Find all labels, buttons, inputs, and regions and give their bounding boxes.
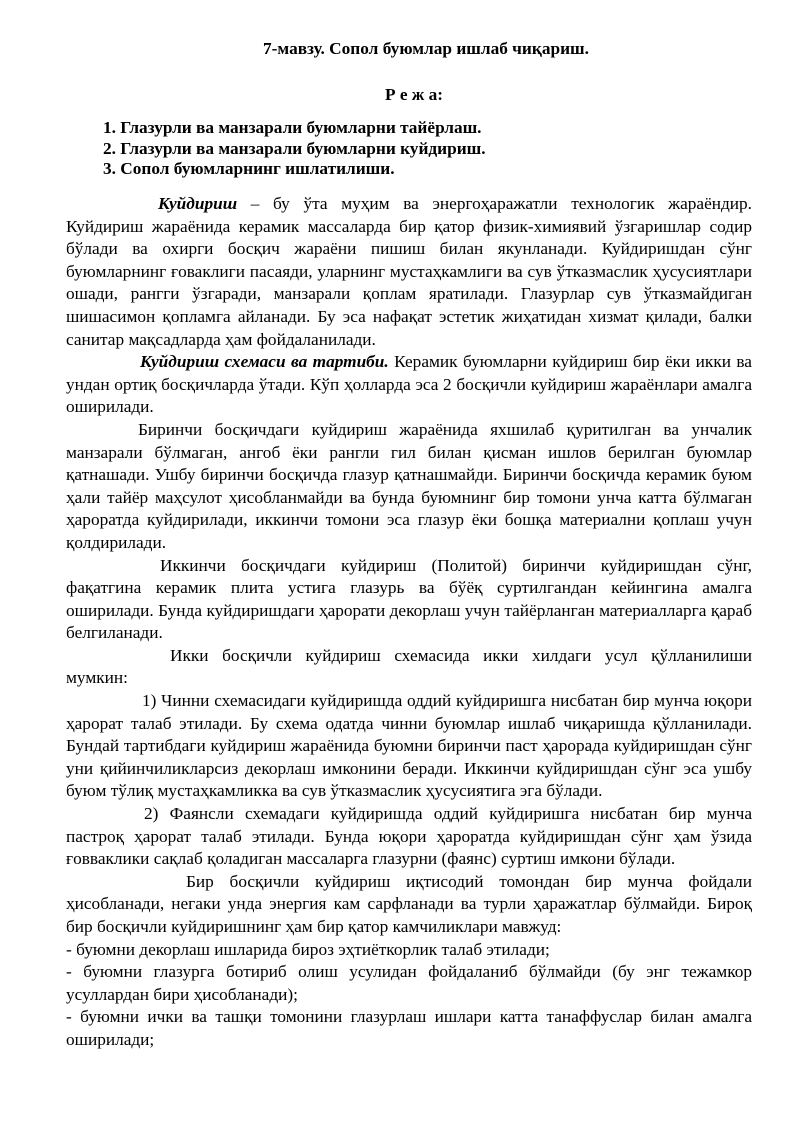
paragraph-porcelain-scheme: 1) Чинни схемасидаги куйдиришда оддий куйдиришга нисбатан бир мунча юқори ҳарорат талаб этилади. Бу схема одатда чинни буюмлар ишлаб чиқаришда қўлланилади. Бундай тартибдаги куйдириш жараёнида буюмни биринчи паст ҳарорада куйдиришдан сўнг уни қийинчиликларсиз декорлаш имконини беради. Иккинчи куйдиришдан сўнг эса ушбу буюм тўлиқ мустаҳкамликка ва сув ўтказмаслик ҳусусиятига эга бўлади. — [66, 691, 752, 801]
list-item: - буюмни ички ва ташқи томонини глазурлаш ишлари катта танаффуслар билан амалга оширилади; — [66, 1007, 752, 1049]
plan-item-2: 2. Глазурли ва манзарали буюмларни куйдириш. — [103, 138, 486, 158]
plan-item-1: 1. Глазурли ва манзарали буюмларни тайёрлаш. — [103, 118, 482, 137]
plan-list — [103, 118, 486, 180]
paragraph-single-stage: Бир босқичли куйдириш иқтисодий томондан бир мунча фойдали ҳисобланади, негаки унда энергия кам сарфланади ва турли ҳаражатлар бўлмайди. Бироқ бир босқичли куйдиришнинг ҳам бир қатор камчиликлари мавжуд: — [66, 871, 752, 936]
list-item: - буюмни декорлаш ишларида бироз эҳтиёткорлик талаб этилади; — [66, 939, 550, 959]
body-text — [66, 193, 752, 1052]
paragraph-faience-scheme: 2) Фаянсли схемадаги куйдиришда оддий куйдиришга нисбатан бир мунча пастроқ ҳарорат талаб этилади. Бунда юқори ҳароратда куйдиришдан сўнг ҳам ўзида ғовваклики сақлаб қоладиган массаларга глазурни (фаянс) суртиш имкони бўлади. — [66, 804, 752, 869]
paragraph-firing-definition — [66, 193, 752, 351]
list-item: - буюмни глазурга ботириб олиш усулидан фойдаланиб бўлмайди (бу энг тежамкор усуллардан бири ҳисобланади); — [66, 962, 752, 1004]
paragraph-firing-scheme — [66, 351, 752, 419]
plan-item-3: 3. Сопол буюмларнинг ишлатилиши. — [103, 159, 395, 179]
paragraph-firing-definition-text: – бу ўта муҳим ва энергоҳаражатли технологик жараёндир. Куйдириш жараёнида керамик массаларда бир қатор физик-химиявий ўзгаришлар содир бўлади ва охирги босқич жараёни пишиш билан якунланади. Куйдиришдан сўнг буюмларнинг ғоваклиги пасаяди, уларнинг мустаҳкамлиги ва сув ўтказмаслик ҳусусиятлари ошади, рангги ўзгаради, манзарали қоплам яратилади. Глазурлар сув ўтказмайдиган шишасимон қопламга айланади. Бу эса нафақат эстетик жиҳатидан хизмат қилади, балки санитар мақсадларда ҳам фойдаланилади. — [66, 194, 752, 349]
plan-heading: Р е ж а: — [384, 85, 444, 104]
topic-title: 7-мавзу. Сопол буюмлар ишлаб чиқариш. — [263, 39, 589, 58]
term-firing-scheme: Куйдириш схемаси ва тартиби. — [140, 352, 389, 372]
term-firing: Куйдириш — [158, 194, 238, 213]
paragraph-first-stage: Биринчи босқичдаги куйдириш жараёнида яхшилаб қуритилган ва унчалик манзарали бўлмаган, ангоб ёки рангли гил билан қисман ишлов берилган буюмлар қатнашади. Ушбу биринчи босқичда глазур қатнашмайди. Биринчи босқичда керамик буюм ҳали тайёр маҳсулот ҳисобланмайди ва бунда буюмнинг бир томони унча катта бўлмаган ҳароратда куйдирилади, иккинчи томони эса глазур ёки бошқа материални қоплаш учун қолдирилади. — [66, 419, 752, 552]
paragraph-firing-scheme-text: Керамик буюмларни куйдириш бир ёки икки ва ундан ортиқ босқичларда ўтади. Кўп ҳолларда эса 2 босқичли куйдириш жараёнлари амалга оширилади. — [66, 352, 752, 417]
paragraph-two-methods: Икки босқичли куйдириш схемасида икки хилдаги усул қўлланилиши мумкин: — [66, 645, 752, 688]
paragraph-second-stage: Иккинчи босқичдаги куйдириш (Политой) биринчи куйдиришдан сўнг, фақатгина керамик плита устига глазурь ва бўёқ суртилгандан кейингина амалга оширилади. Бунда куйдиришдаги ҳарорати декорлаш учун тайёрланган материалларга қараб белгиланади. — [66, 555, 752, 643]
